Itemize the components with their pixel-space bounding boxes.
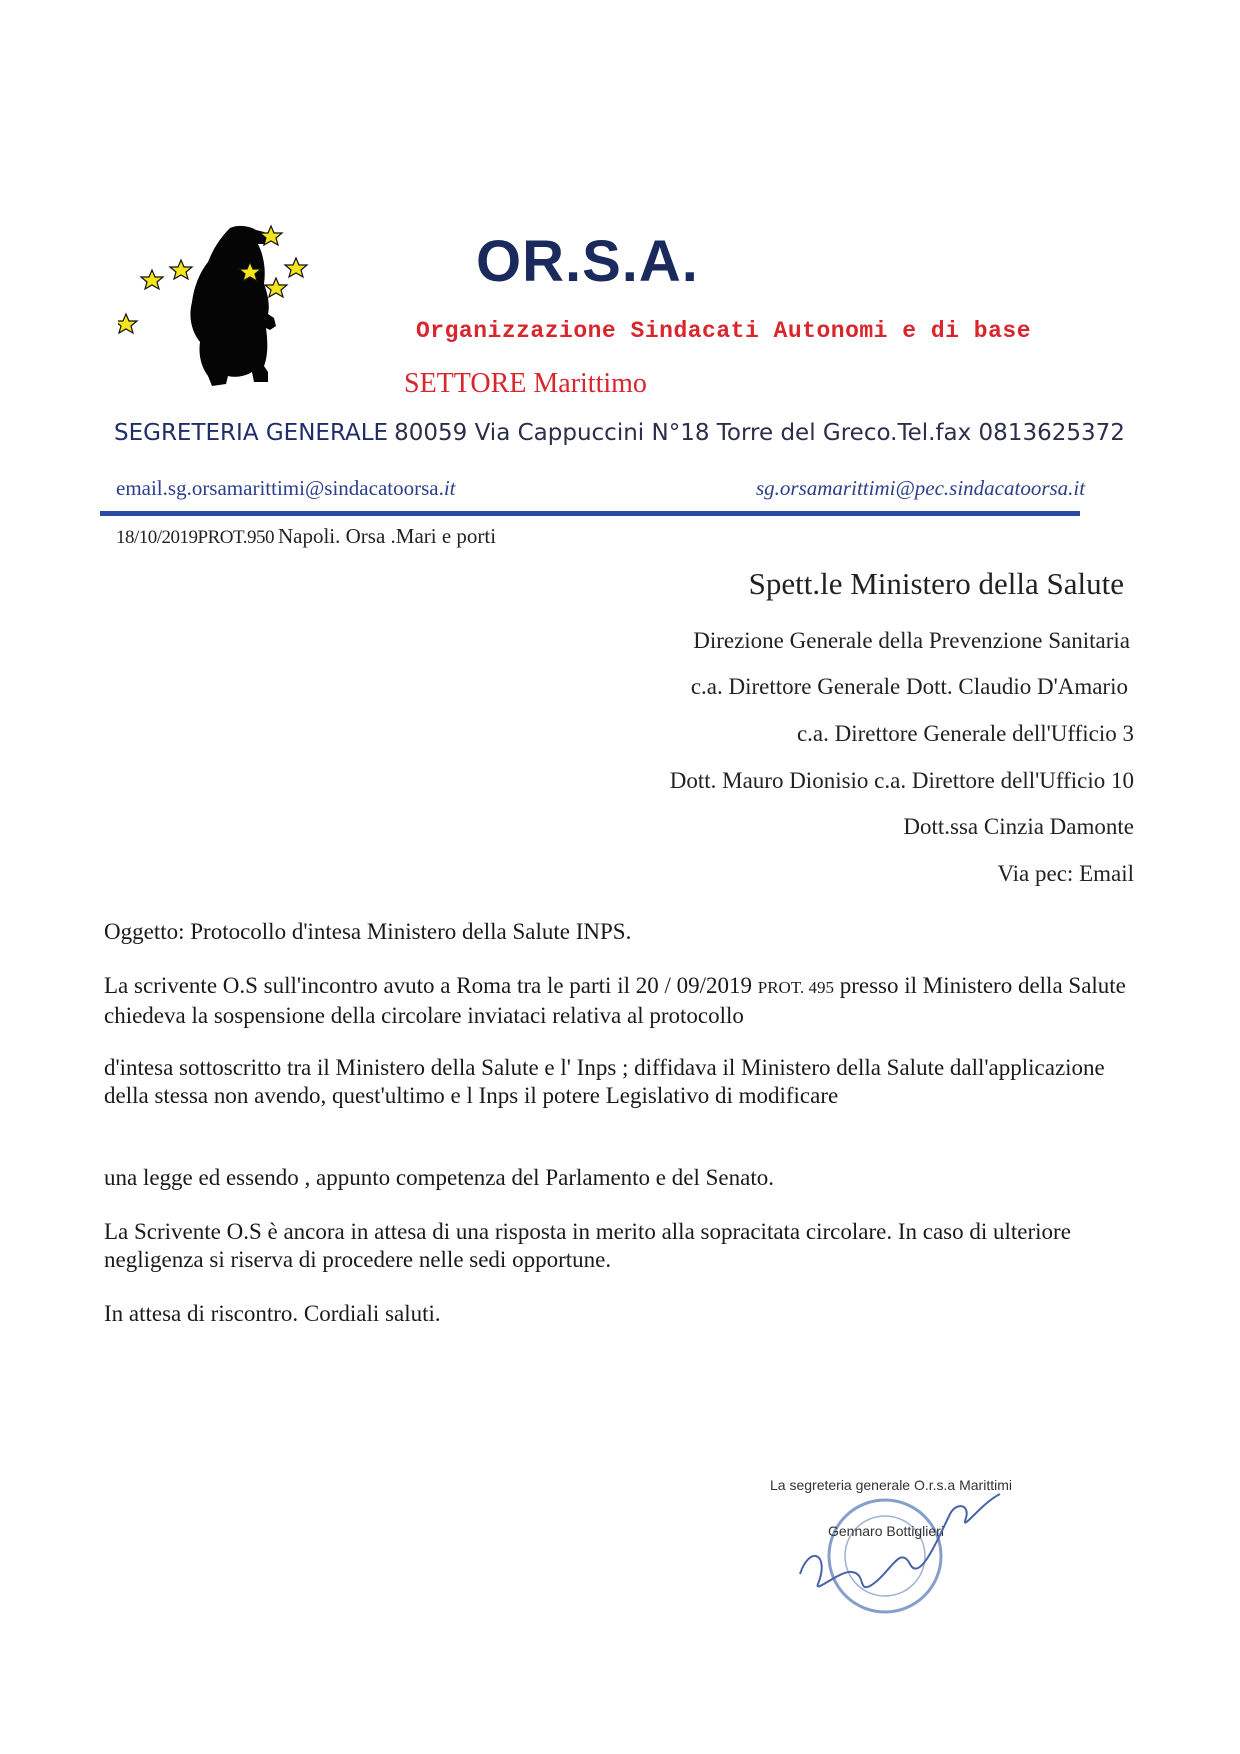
address-text: 80059 Via Cappuccini N°18 Torre del Greco.Tel.fax 0813625372 [394,420,1125,446]
email-pec[interactable] [756,476,1085,501]
signature-line-2: Gennaro Bottiglieri [828,1523,944,1539]
star-icon [118,314,137,333]
recipient-line: Dott.ssa Cinzia Damonte [903,814,1134,839]
p1-text-b: presso il Ministero della Salute chiedeva la sospensione della circolare inviataci relativa al protocollo [104,973,1126,1028]
subject-line: Oggetto: Protocollo d'intesa Ministero della Salute INPS. [104,919,632,944]
org-full-name: Organizzazione Sindacati Autonomi e di base [416,318,1031,344]
protocol-line [116,524,496,549]
star-icon [265,278,287,297]
secretariat-label: SEGRETERIA GENERALE [114,420,389,446]
star-icon [170,260,192,279]
secretariat-address-line [114,420,1125,446]
stamp-circle-icon [829,1500,941,1612]
p1-text-a: La scrivente O.S sull'incontro avuto a Roma tra le parti il 20 / 09/2019 [104,973,758,998]
header-divider [100,511,1080,516]
signature-line-1: La segreteria generale O.r.s.a Marittimi [770,1477,1012,1493]
p1-prot: PROT. 495 [757,978,834,997]
bear-silhouette-icon [190,226,276,386]
email-plain[interactable] [116,476,456,501]
email-pec-text: sg.orsamarittimi@pec.sindacatoorsa. [756,476,1074,500]
protocol-number: 18/10/2019PROT.950 [116,527,274,548]
recipient-line: c.a. Direttore Generale dell'Ufficio 3 [796,721,1134,746]
body-paragraph-1 [104,972,1140,1030]
recipient-line: Direzione Generale della Prevenzione Sanitaria [693,628,1130,653]
body-paragraph-2: d'intesa sottoscritto tra il Ministero della Salute e l' Inps ; diffidava il Ministero della Salute dall'applicazione della stessa non avendo, quest'ultimo e l Inps il potere Legislativo di modificare [104,1055,1105,1108]
recipient-main: Spett.le Ministero della Salute [748,566,1124,601]
email-plain-text: email.sg.orsamarittimi@sindacatoorsa. [116,476,444,500]
recipient-line: Via pec: Email [997,861,1134,886]
recipient-line: Dott. Mauro Dionisio c.a. Direttore dell'Ufficio 10 [669,768,1134,793]
recipient-line: c.a. Direttore Generale Dott. Claudio D'Amario [690,674,1128,699]
star-icon [141,270,163,289]
place-text: Napoli. Orsa .Mari e porti [277,524,497,548]
body-paragraph-5: In attesa di riscontro. Cordiali saluti. [104,1301,441,1326]
signature-stamp [770,1474,1070,1624]
email-pec-tld: it [1073,476,1086,500]
bear-with-stars-logo [118,222,350,394]
sector-title: SETTORE Marittimo [404,368,647,399]
star-icon [285,258,307,277]
org-title: OR.S.A. [476,229,699,294]
body-paragraph-4: La Scrivente O.S è ancora in attesa di una risposta in merito alla sopracitata circolare. In caso di ulteriore negligenza si riserva di procedere nelle sedi opportune. [104,1219,1071,1272]
email-plain-tld: it [443,476,456,500]
body-paragraph-3: una legge ed essendo , appunto competenza del Parlamento e del Senato. [104,1165,774,1190]
